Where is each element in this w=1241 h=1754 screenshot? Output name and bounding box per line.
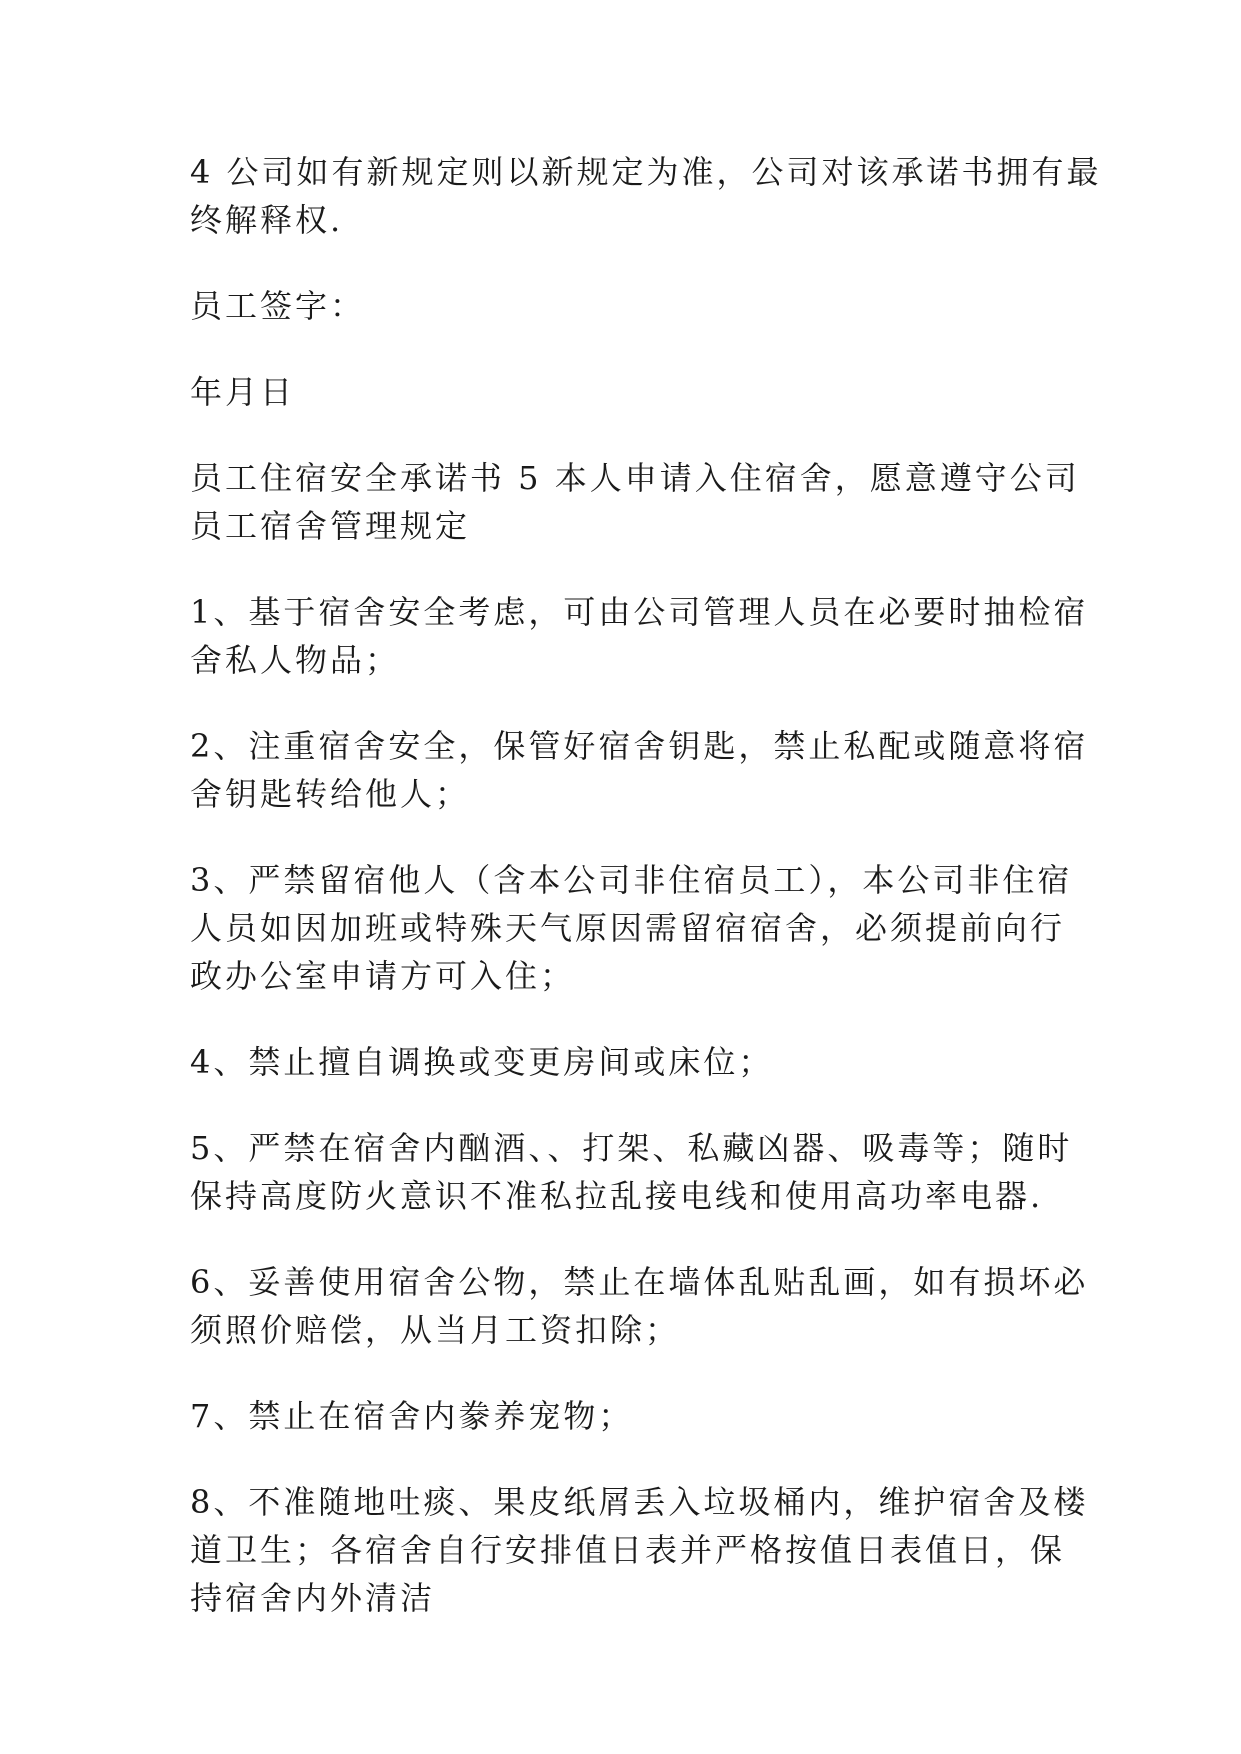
paragraph-item-3 xyxy=(190,856,1073,1000)
text-line: 年月日 xyxy=(190,373,296,411)
paragraph-employee-signature xyxy=(190,282,1052,330)
text-line: 员工宿舍管理规定 xyxy=(190,507,471,545)
paragraph-item-1 xyxy=(190,588,1089,684)
paragraph-item-5 xyxy=(190,1124,1073,1220)
text-line: 舍钥匙转给他人； xyxy=(190,775,471,813)
text-line: 员工签字： xyxy=(190,287,366,325)
text-line: 舍私人物品； xyxy=(190,641,401,679)
paragraph-item-4 xyxy=(190,1038,1052,1086)
text-line: 员工住宿安全承诺书 5 本人申请入住宿舍，愿意遵守公司 xyxy=(190,459,1080,497)
paragraph-item-6 xyxy=(190,1258,1089,1354)
text-line: 3、严禁留宿他人（含本公司非住宿员工），本公司非住宿 xyxy=(190,861,1073,899)
text-line: 6、妥善使用宿舍公物，禁止在墙体乱贴乱画，如有损坏必 xyxy=(190,1263,1089,1301)
text-line: 4、禁止擅自调换或变更房间或床位； xyxy=(190,1043,774,1081)
text-line: 须照价赔偿，从当月工资扣除； xyxy=(190,1311,681,1349)
document-body xyxy=(190,148,1102,1660)
text-line: 保持高度防火意识不准私拉乱接电线和使用高功率电器. xyxy=(190,1177,1044,1215)
text-line: 1、基于宿舍安全考虑，可由公司管理人员在必要时抽检宿 xyxy=(190,593,1089,631)
text-line: 2、注重宿舍安全，保管好宿舍钥匙，禁止私配或随意将宿 xyxy=(190,727,1089,765)
text-line: 持宿舍内外清洁 xyxy=(190,1579,436,1617)
paragraph-item-8 xyxy=(190,1478,1089,1622)
text-line: 4 公司如有新规定则以新规定为准，公司对该承诺书拥有最 xyxy=(190,153,1102,191)
text-line: 政办公室申请方可入住； xyxy=(190,957,576,995)
text-line: 8、不准随地吐痰、果皮纸屑丢入垃圾桶内，维护宿舍及楼 xyxy=(190,1483,1089,1521)
paragraph-item-2 xyxy=(190,722,1089,818)
text-line: 7、禁止在宿舍内豢养宠物； xyxy=(190,1397,634,1435)
text-line: 5、严禁在宿舍内酗酒、、打架、私藏凶器、吸毒等；随时 xyxy=(190,1129,1073,1167)
paragraph-date xyxy=(190,368,1052,416)
text-line: 人员如因加班或特殊天气原因需留宿宿舍，必须提前向行 xyxy=(190,909,1066,947)
paragraph-rule-4-interpretation xyxy=(190,148,1102,244)
paragraph-item-7 xyxy=(190,1392,1052,1440)
text-line: 道卫生；各宿舍自行安排值日表并严格按值日表值日，保 xyxy=(190,1531,1066,1569)
text-line: 终解释权. xyxy=(190,201,344,239)
paragraph-commitment-intro xyxy=(190,454,1080,550)
